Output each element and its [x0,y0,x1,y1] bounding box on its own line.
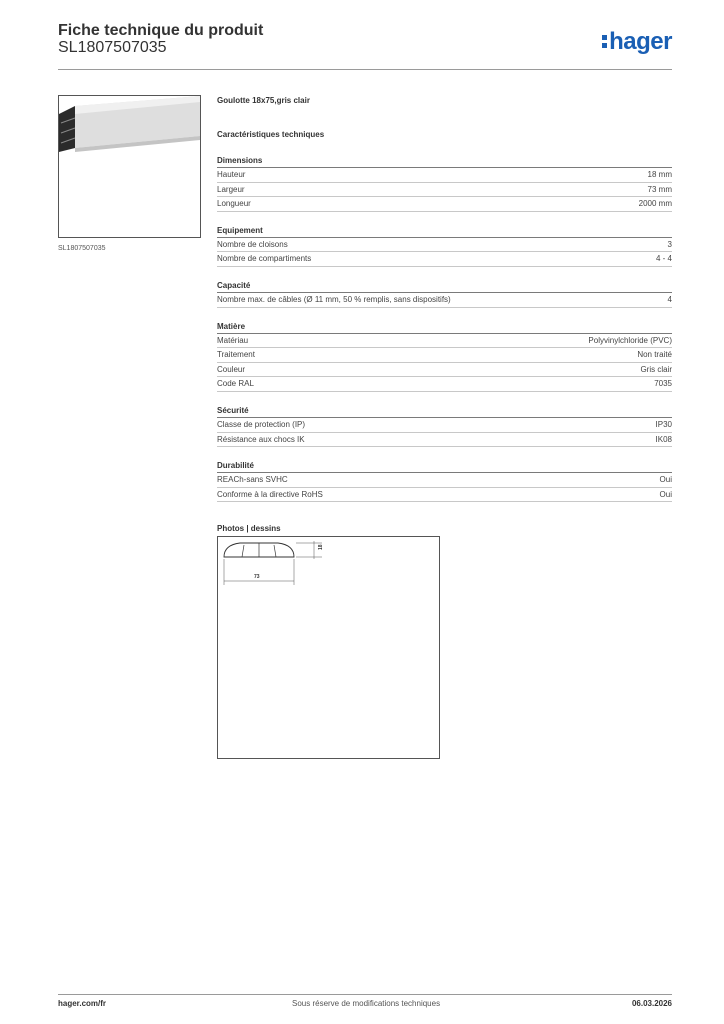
profile-drawing [218,537,439,758]
spec-row [217,293,672,308]
spec-label: Longueur [217,199,251,209]
spec-value: 73 mm [647,184,672,194]
width-dimension-label: 73 [254,574,260,580]
spec-value: Oui [659,475,672,485]
photo-caption: SL1807507035 [58,245,106,252]
spec-label: Matériau [217,335,249,345]
section-title: Matière [217,322,672,334]
product-reference: SL1807507035 [58,39,167,56]
spec-row [217,197,672,212]
footer-date: 06.03.2026 [631,999,672,1008]
spec-row [217,334,672,349]
spec-value: IP30 [655,419,672,429]
spec-value: IK08 [655,434,672,444]
hager-logo [602,28,672,56]
product-specifications [217,96,672,536]
spec-row [217,473,672,488]
footer-notice: Sous réserve de modifications techniques [292,999,441,1008]
section-title: Dimensions [217,156,672,168]
spec-row [217,418,672,433]
spec-label: Couleur [217,364,246,374]
section-photos [217,524,672,536]
section-equipement [217,226,672,267]
section-capacite [217,281,672,308]
section-durabilite [217,461,672,502]
product-photo [58,95,201,238]
spec-row [217,168,672,183]
tech-heading: Caractéristiques techniques [217,130,325,139]
page-header [58,22,672,70]
spec-label: REACh-sans SVHC [217,475,288,485]
spec-label: Code RAL [217,379,254,389]
section-securite [217,406,672,447]
height-dimension-label: 18 [318,544,324,550]
spec-value: 7035 [654,379,672,389]
spec-value: 2000 mm [638,199,672,209]
spec-label: Traitement [217,350,255,360]
section-matiere [217,322,672,392]
spec-value: 3 [667,239,672,249]
spec-row [217,433,672,448]
spec-row [217,348,672,363]
section-title: Sécurité [217,406,672,418]
spec-label: Largeur [217,184,245,194]
spec-label: Classe de protection (IP) [217,419,306,429]
spec-label: Nombre de cloisons [217,239,288,249]
spec-value: Polyvinylchloride (PVC) [588,335,672,345]
spec-value: Gris clair [640,364,672,374]
page-footer [58,994,672,1008]
spec-row [217,183,672,198]
spec-value: 4 [667,294,672,304]
spec-row [217,488,672,503]
spec-label: Conforme à la directive RoHS [217,489,323,499]
spec-value: 4 - 4 [655,254,672,264]
document-title: Fiche technique du produit [58,22,264,39]
section-title: Photos | dessins [217,524,281,534]
spec-value: Non traité [637,350,672,360]
product-name: Goulotte 18x75,gris clair [217,96,310,105]
footer-website-link[interactable]: hager.com/fr [58,999,107,1008]
section-dimensions [217,156,672,212]
technical-drawing [217,536,440,759]
logo-text: hager [609,28,672,55]
spec-row [217,377,672,392]
spec-label: Nombre max. de câbles (Ø 11 mm, 50 % remplis, sans dispositifs) [217,294,451,304]
spec-value: 18 mm [647,170,672,179]
cable-trunking-image [59,96,200,237]
spec-row [217,238,672,253]
spec-row [217,363,672,378]
section-title: Capacité [217,281,672,293]
spec-label: Hauteur [217,170,246,179]
section-title: Equipement [217,226,672,238]
spec-row [217,252,672,267]
section-title: Durabilité [217,461,672,473]
logo-colon-icon [602,34,607,48]
spec-label: Résistance aux chocs IK [217,434,305,444]
spec-label: Nombre de compartiments [217,254,312,264]
spec-value: Oui [659,489,672,499]
